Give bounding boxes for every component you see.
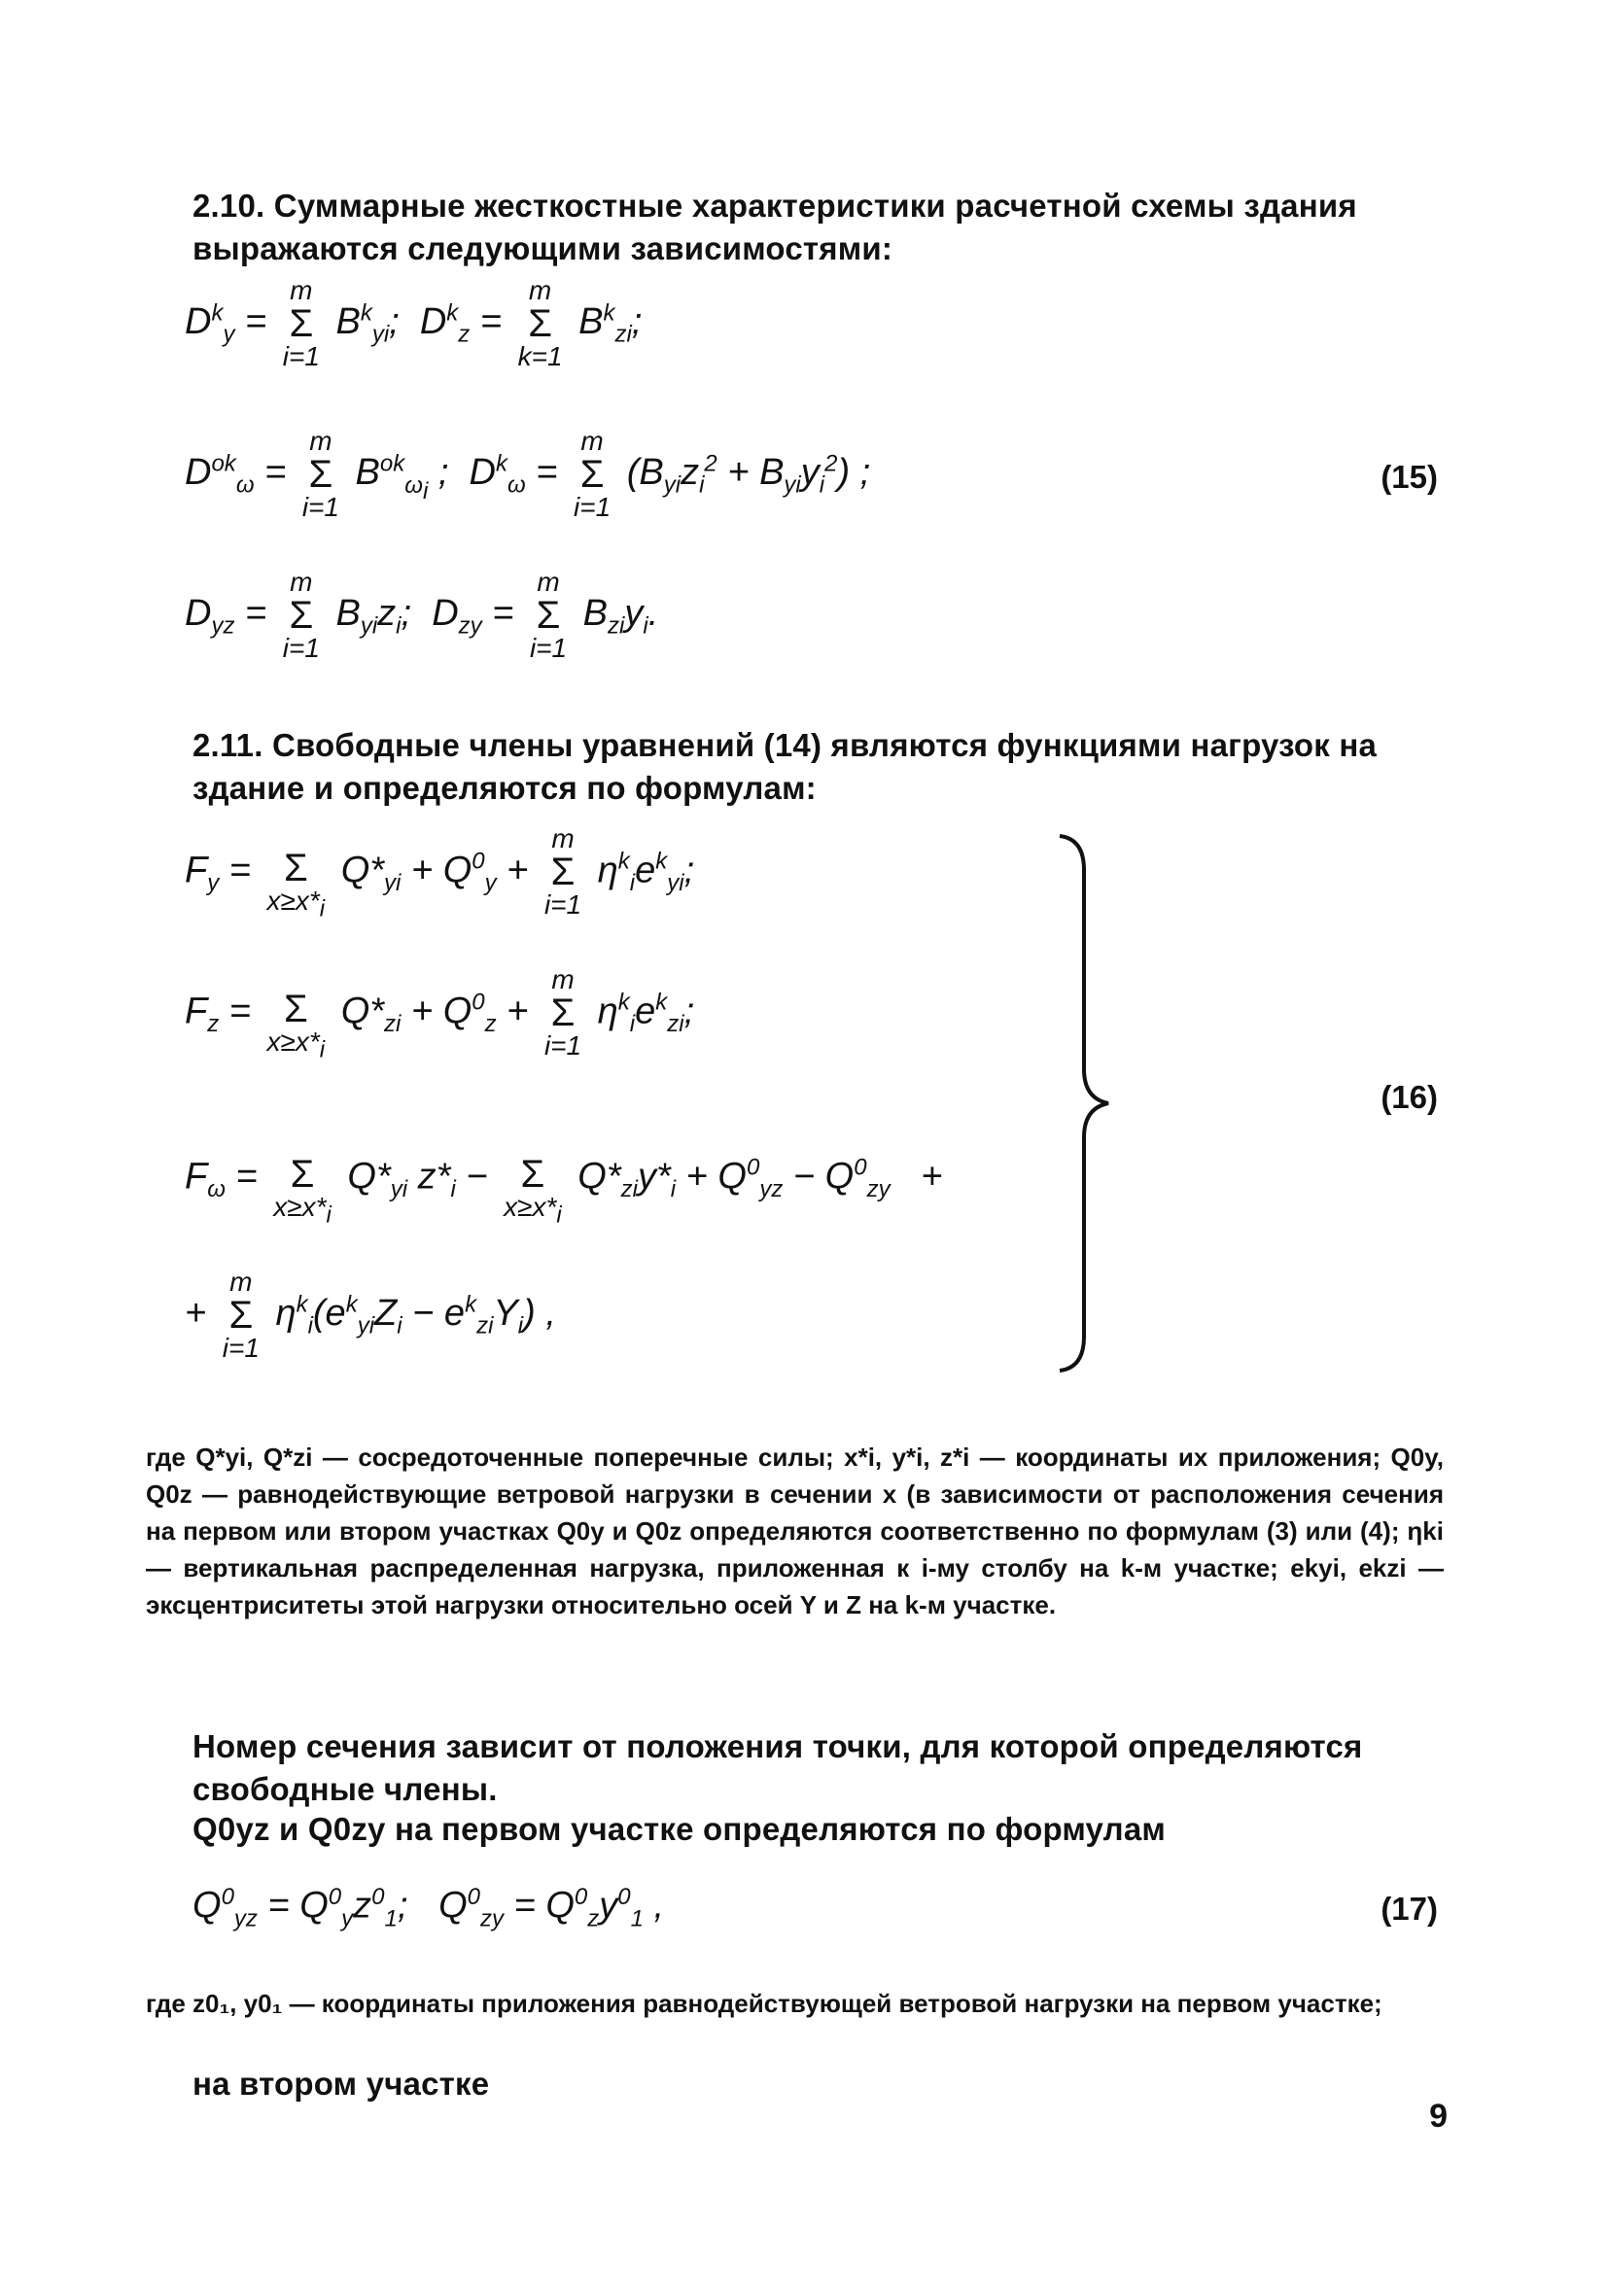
equation-17-line-1: $Q^0_{yz} = Q^0_yz^0_1$; $Q^0_{zy} = Q^0_zy^0_1$ , (192, 1884, 665, 1932)
page-number: 9 (1429, 2098, 1448, 2135)
equation-16-line-2: $F_z$ = Σ $x\ge x*_i$ $Q*_{zi} + Q^0_z$ + m Σ i=1 $\eta^k_ie^k_{zi}$; (185, 964, 695, 1063)
section-text: Суммарные жесткостные характеристики расчетной схемы здания выражаются следующими зависимостями: (192, 188, 1357, 266)
para-section-number: Номер сечения зависит от положения точки, для которой определяются свободные члены. (192, 1728, 1363, 1807)
equation-15-line-2: $D^{ok}_\omega$ = m Σ i=1 $B^{ok}_{\omega_i}$ ; $D^k_\omega$ = m Σ i=1 $(B_{yi}z_i^2 + B_{yi}y_i^2)$ ; (185, 426, 871, 522)
section-2-11-paragraph (192, 724, 1442, 810)
section-2-10-paragraph (192, 185, 1442, 270)
equation-15-number: (15) (1381, 459, 1438, 495)
equation-16-number: (16) (1381, 1079, 1438, 1115)
note-17: где z0₁, y0₁ — координаты приложения равнодействующей ветровой нагрузки на первом участке; (146, 1989, 1382, 2018)
equation-16-line-4: + m Σ i=1 $\eta^k_i(e^k_{yi}Z_i - e^k_{zi}Y_i)$ , (185, 1267, 556, 1363)
section-text: Свободные члены уравнений (14) являются функциями нагрузок на здание и определяются по формулам: (192, 727, 1378, 806)
equation-15-line-3: $D_{yz}$ = m Σ i=1 $B_{yi}z_i$; $D_{zy}$ = m Σ i=1 $B_{zi}y_i$. (185, 567, 659, 663)
para-q0: Q0yz и Q0zy на первом участке определяются по формулам (192, 1811, 1166, 1847)
para-second-section: на втором участке (192, 2066, 490, 2102)
equation-17-number: (17) (1381, 1891, 1438, 1927)
equation-15-line-1: $D^k_y$ = m Σ i=1 $B^k_{yi}$; $D^k_z$ = m Σ k=1 $B^k_{zi}$; (185, 275, 643, 371)
equation-16-line-3: $F_\omega$ = Σ $x\ge x*_i$ $Q*_{yi}$ $z*_i$ − Σ $x\ge x*_i$ $Q*_{zi}y*_i + Q^0_{yz} - Q^0_{zy}$ + (185, 1153, 943, 1229)
right-brace-icon (1055, 831, 1113, 1375)
section-number: 2.11. (192, 727, 263, 763)
note-16: где Q*yi, Q*zi — сосредоточенные поперечные силы; x*i, y*i, z*i — координаты их приложения; Q0y, Q0z — равнодействующие ветровой нагрузки в сечении x (в зависимости от расположения сечения на первом или втором участках Q0y и Q0z определяются соответственно по формулам (3) или (4); ηki — вертикальная распределенная нагрузка, приложенная к i-му столбу на k-м участке; ekyi, ekzi — эксцентриситеты этой нагрузки относительно осей Y и Z на k-м участке. (146, 1443, 1444, 1619)
section-number: 2.10. (192, 188, 265, 224)
equation-16-line-1: $F_y$ = Σ $x\ge x*_i$ $Q*_{yi} + Q^0_y$ + m Σ i=1 $\eta^k_ie^k_{yi}$; (185, 823, 695, 922)
